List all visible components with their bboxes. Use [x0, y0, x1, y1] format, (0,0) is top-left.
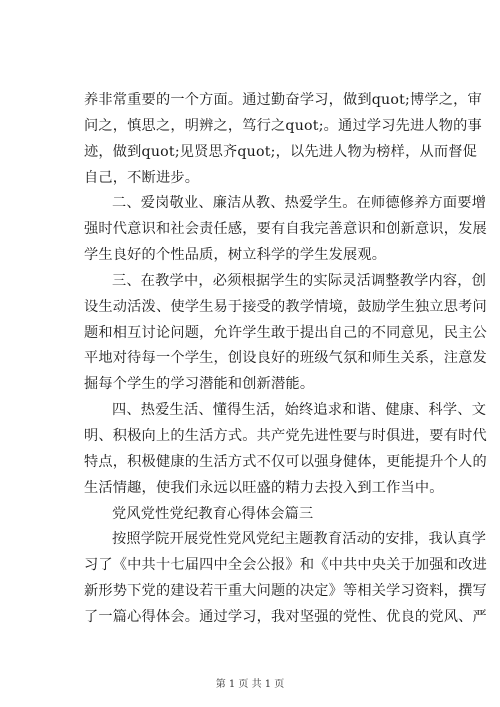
text-line: 学生良好的个性品质，树立科学的学生发展观。 — [84, 247, 387, 264]
text-line: 设生动活泼、使学生易于接受的教学情境，鼓励学生独立思考问 — [84, 298, 487, 315]
text-line: 养非常重要的一个方面。通过勤奋学习，做到quot;博学之，审 — [84, 92, 482, 108]
text-line: 二、爱岗敬业、廉洁从教、热爱学生。在师德修养方面要增 — [112, 195, 487, 212]
text-line: 三、在教学中，必须根据学生的实际灵活调整教学内容，创 — [112, 272, 487, 289]
text-line: 生活情趣，使我们永远以旺盛的精力去投入到工作当中。 — [84, 479, 444, 496]
text-line: 党风党性党纪教育心得体会篇三 — [112, 505, 314, 522]
text-line: 按照学院开展党性党风党纪主题教育活动的安排，我认真学 — [112, 531, 487, 548]
text-line: 题和相互讨论问题，允许学生敢于提出自己的不同意见，民主公 — [84, 324, 487, 341]
text-line: 问之，慎思之，明辨之，笃行之quot;。通过学习先进人物的事 — [84, 117, 482, 134]
text-line: 了一篇心得体会。通过学习，我对坚强的党性、优良的党风、严 — [84, 608, 487, 625]
text-line: 迹，做到quot;见贤思齐quot;，以先进人物为榜样，从而督促 — [84, 143, 478, 160]
text-line: 平地对待每一个学生，创设良好的班级气氛和师生关系，注意发 — [84, 350, 487, 367]
text-line: 明、积极向上的生活方式。共产党先进性要与时俱进，要有时代 — [84, 427, 487, 444]
text-line: 自己，不断进步。 — [84, 169, 200, 186]
document-body — [84, 88, 487, 631]
text-line: 强时代意识和社会责任感，要有自我完善意识和创新意识，发展 — [84, 221, 487, 238]
text-line: 新形势下党的建设若干重大问题的决定》等相关学习资料，撰写 — [84, 583, 487, 600]
text-line: 掘每个学生的学习潜能和创新潜能。 — [84, 376, 315, 393]
text-line: 四、热爱生活、懂得生活，始终追求和谐、健康、科学、文 — [112, 402, 487, 419]
text-line: 习了《中共十七届四中全会公报》和《中共中央关于加强和改进 — [84, 557, 487, 574]
text-line: 特点，积极健康的生活方式不仅可以强身健体，更能提升个人的 — [84, 453, 487, 470]
page-footer: 第 1 页 共 1 页 — [215, 679, 285, 690]
